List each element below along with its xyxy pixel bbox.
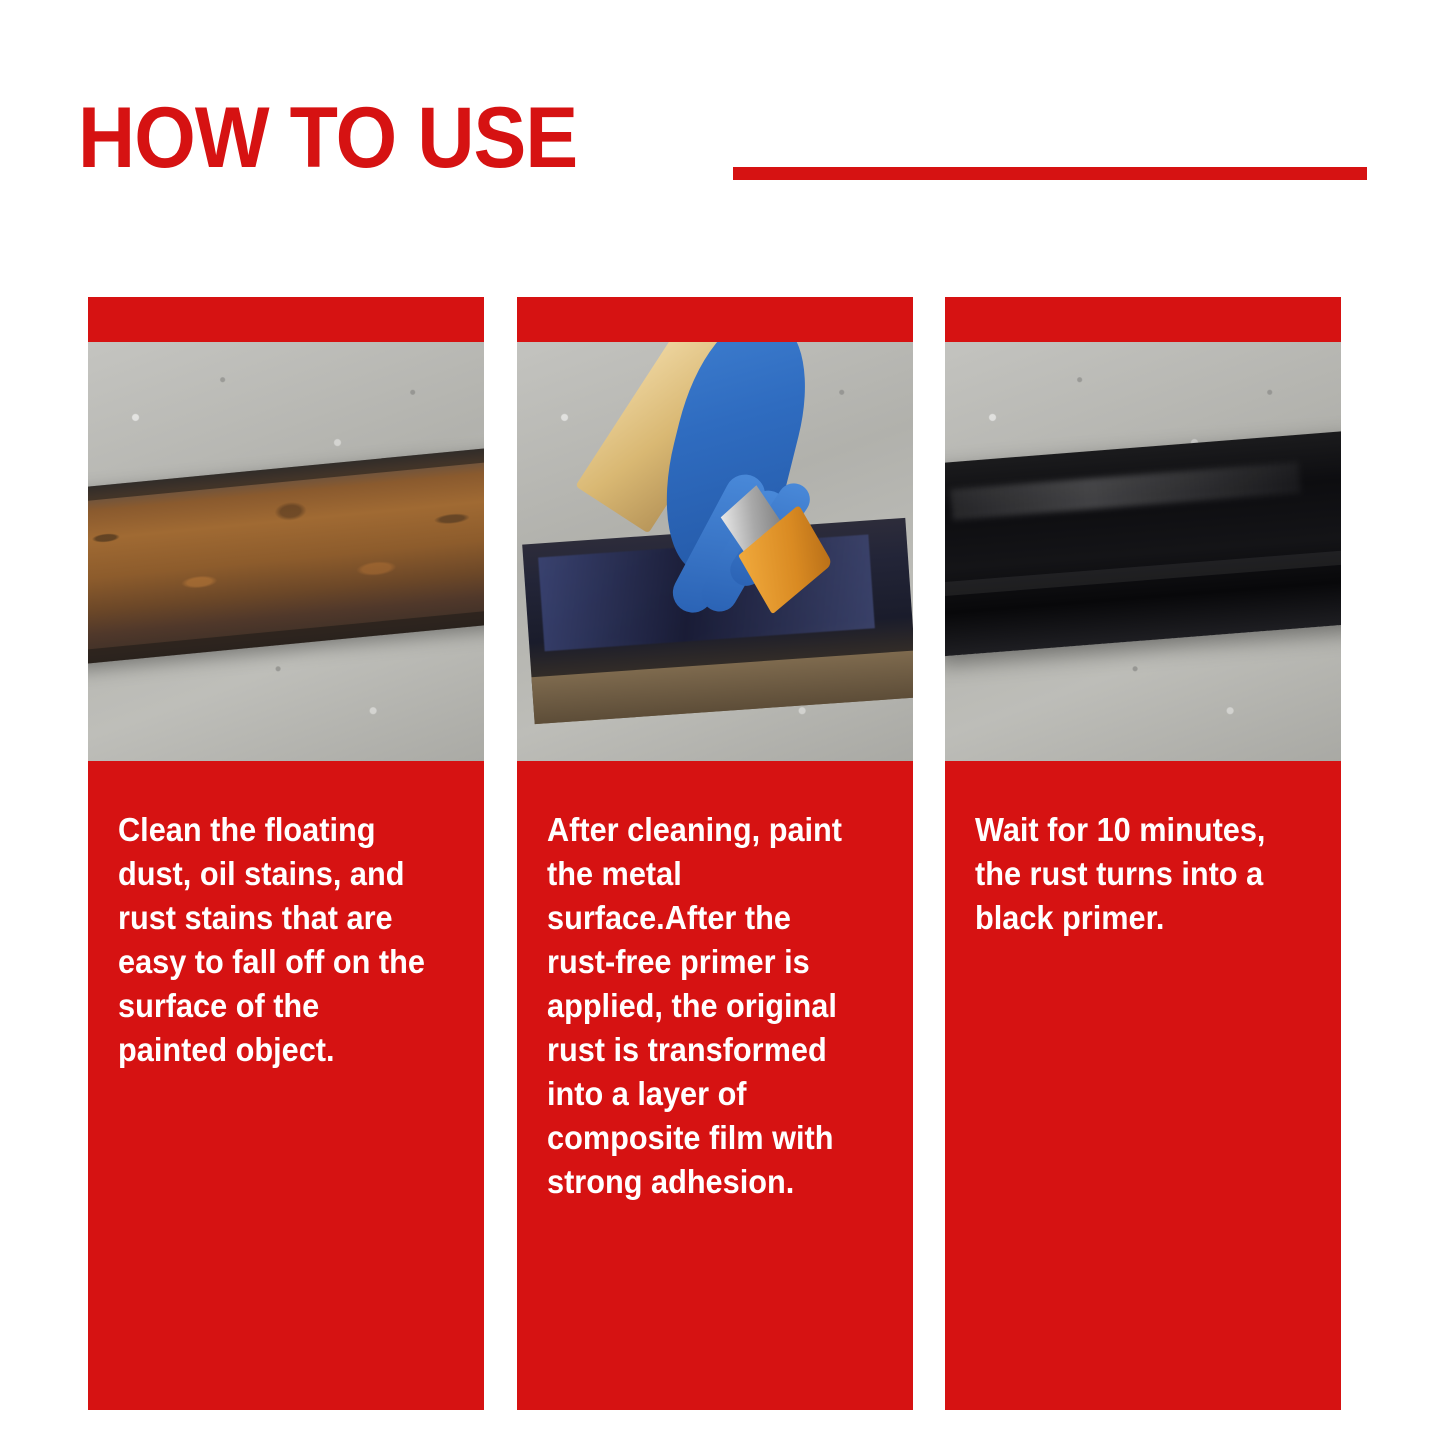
step-3-caption-text: Wait for 10 minutes, the rust turns into a black primer. — [975, 811, 1266, 936]
step-2-caption-panel — [517, 761, 913, 1410]
step-1-caption-panel — [88, 761, 484, 1410]
gloss-highlight — [950, 462, 1300, 520]
black-coated-beam-shape — [945, 430, 1341, 656]
step-3-caption-panel — [945, 761, 1341, 1410]
page-title: HOW TO USE — [78, 90, 578, 186]
step-1-top-bar — [88, 297, 484, 342]
step-2-top-bar — [517, 297, 913, 342]
step-card-3 — [945, 297, 1341, 1410]
page-header — [78, 90, 1367, 210]
brush-applying-primer-photo — [517, 342, 913, 761]
beam-fold-line — [945, 549, 1341, 597]
black-primer-coated-beam-photo — [945, 342, 1341, 761]
step-2-caption-text: After cleaning, paint the metal surface.After the rust-free primer is applied, the original rust is transformed into a layer of composite film with strong adhesion. — [546, 811, 842, 1200]
step-3-top-bar — [945, 297, 1341, 342]
steps-container — [88, 297, 1341, 1410]
step-card-2 — [517, 297, 913, 1410]
step-1-caption-text: Clean the floating dust, oil stains, and rust stains that are easy to fall off on the surface of the painted object. — [118, 811, 425, 1068]
title-underline-rule — [733, 167, 1367, 180]
step-card-1 — [88, 297, 484, 1410]
rusty-metal-beam-photo — [88, 342, 484, 761]
